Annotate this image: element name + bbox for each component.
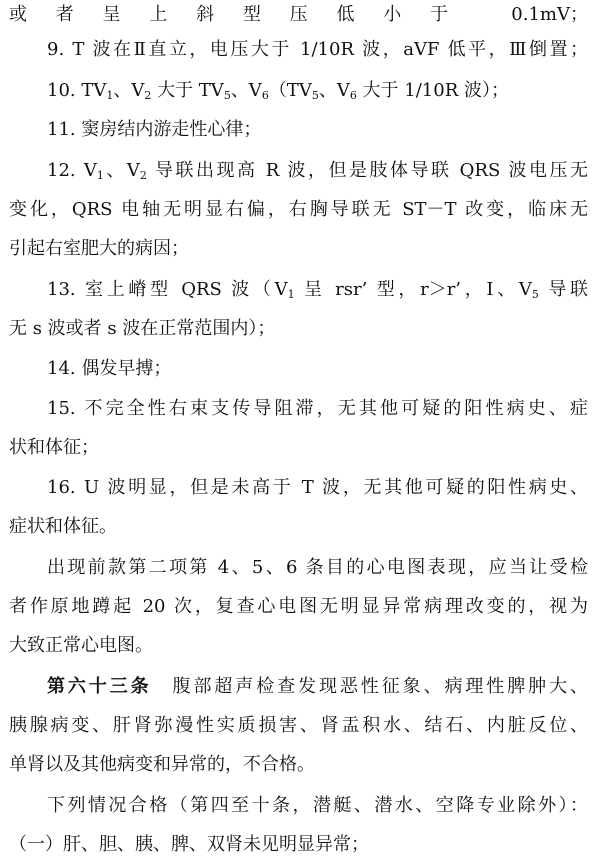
- list-item-14: 14. 偶发早搏；: [47, 358, 172, 379]
- paragraph-line: 下列情况合格（第四至十条，潜艇、潜水、空降专业除外）：: [47, 795, 588, 816]
- article-number: 第六十三条: [47, 676, 152, 697]
- article-63: 第六十三条 腹部超声检查发现恶性征象、病理性脾肿大、: [47, 676, 588, 697]
- text-line-continuation: 或者呈上斜型压低小于 0.1mV；: [9, 4, 588, 25]
- list-item-12: 12. $V_1$、$V_2$ 导联出现高 R 波，但是肢体导联 QRS 波电压无: [47, 160, 588, 182]
- list-item-15-end: 状和体征；: [9, 437, 99, 458]
- list-item-12-end: 引起右室肥大的病因；: [9, 238, 189, 259]
- article-63-line: 胰腺病变、肝肾弥漫性实质损害、肾盂积水、结石、内脏反位、: [9, 715, 588, 736]
- paragraph-line-end: 大致正常心电图。: [9, 635, 153, 656]
- paragraph-line: 者作原地蹲起 20 次，复查心电图无明显异常病理改变的，视为: [9, 596, 588, 617]
- list-item-9: 9. T 波在Ⅱ直立，电压大于 1/10R 波，aVF 低平，Ⅲ倒置；: [47, 39, 588, 60]
- list-item-13-end: 无 s 波或者 s 波在正常范围内）；: [9, 318, 276, 339]
- list-item-13: 13. 室上嵴型 QRS 波（$V_1$ 呈 rsr’ 型，r＞r’，I、$V_5$ 导联: [47, 279, 588, 301]
- list-item-16: 16. U 波明显，但是未高于 T 波，无其他可疑的阳性病史、: [47, 477, 588, 498]
- list-item-16-end: 症状和体征。: [9, 516, 117, 537]
- list-item-10: 10. $TV_1$、$V_2$ 大于 $TV_5$、$V_6(TV_5$、$V_6$ 大于 1/10R 波）；: [47, 80, 509, 102]
- list-item-15: 15. 不完全性右束支传导阻滞，无其他可疑的阳性病史、症: [47, 398, 588, 419]
- list-item-11: 11. 窦房结内游走性心律；: [47, 119, 262, 140]
- article-63-line-end: 单肾以及其他病变和异常的，不合格。: [9, 754, 315, 775]
- paragraph-line: 出现前款第二项第 4、5、6 条目的心电图表现，应当让受检: [47, 557, 588, 578]
- list-item-1: （一）肝、胆、胰、脾、双肾未见明显异常；: [9, 834, 369, 855]
- list-item-12-continuation: 变化，QRS 电轴无明显右偏，右胸导联无 ST－T 改变，临床无: [9, 199, 588, 220]
